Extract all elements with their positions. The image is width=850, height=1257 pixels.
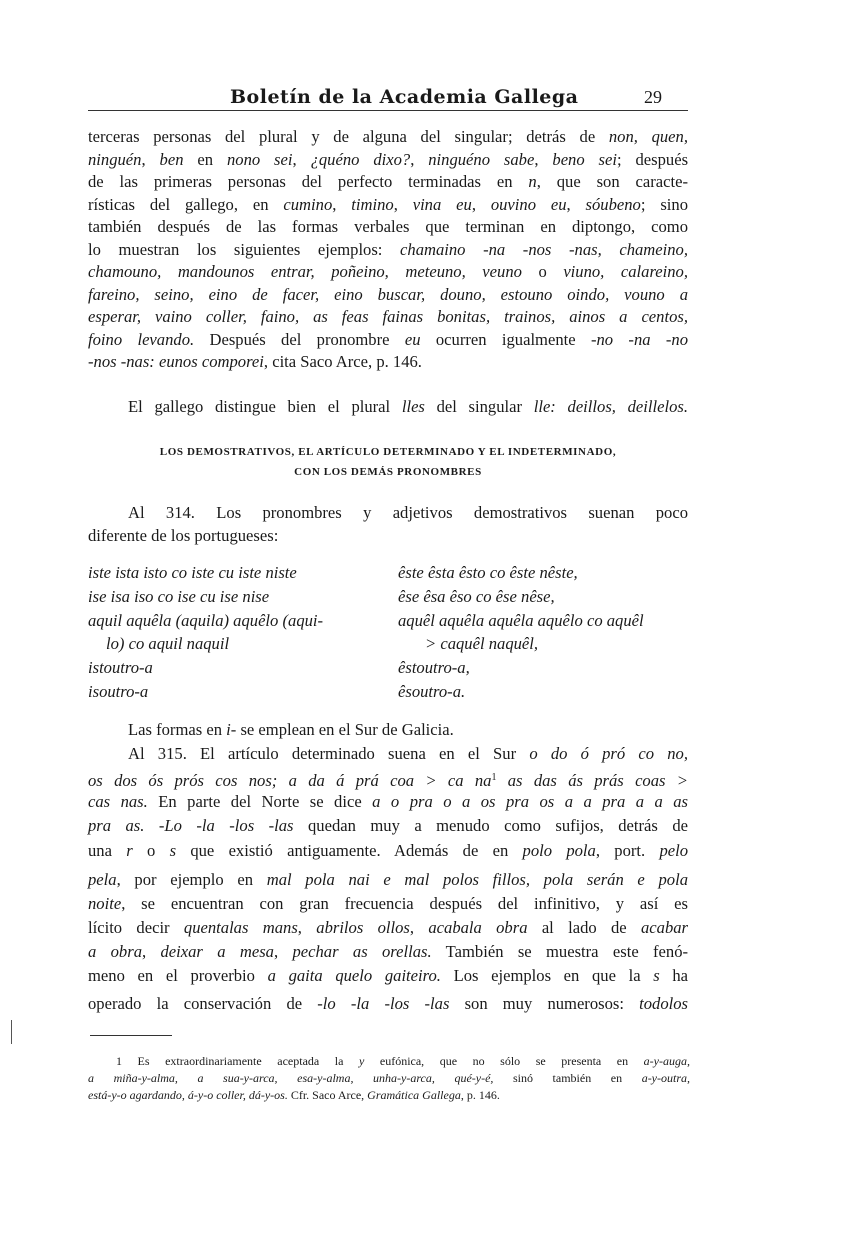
galician-form: iste ista isto co iste cu iste niste: [88, 563, 297, 582]
text-segment: rísticas del gallego, en: [88, 194, 284, 214]
text-line: [88, 942, 688, 962]
text-segment: ,: [471, 194, 491, 214]
text-segment: ,: [409, 918, 429, 937]
header-rule: [88, 110, 688, 111]
portuguese-form: aquêl aquêla aquêla aquêlo co aquêl: [398, 611, 644, 630]
text-segment: todolos: [639, 994, 688, 1013]
footnote-line: [116, 1054, 690, 1069]
text-line: [88, 526, 688, 546]
text-segment: ,: [142, 942, 161, 961]
text-line: [88, 816, 688, 836]
text-line: [88, 195, 688, 215]
text-line: [88, 217, 688, 237]
text-segment: Después del pronombre: [194, 329, 405, 349]
text-segment: una: [88, 841, 127, 860]
text-segment: lícito decir: [88, 918, 184, 937]
text-segment: está-y-o agardando, á-y-o coller, dá-y-os.: [88, 1088, 288, 1102]
text-segment: chamaino -na -nos -nas, chameino,: [400, 239, 688, 259]
text-segment: a-y-auga,: [643, 1054, 690, 1068]
portuguese-form: êstoutro-a,: [398, 658, 470, 677]
galician-form: lo) co aquil naquil: [106, 634, 230, 653]
text-segment: ; después: [616, 149, 689, 169]
text-segment: foino levando.: [88, 329, 195, 349]
text-line: [88, 894, 688, 914]
text-segment: cumino: [283, 194, 333, 214]
page-number: 29: [644, 87, 662, 107]
text-line: [128, 503, 688, 523]
text-segment: ,: [566, 194, 586, 214]
text-segment: que existió antiguamente. Además de en: [176, 841, 523, 860]
text-segment: ,: [410, 149, 429, 169]
text-segment: 1 Es extraordinariamente aceptada la: [116, 1054, 359, 1068]
text-segment: -no -na -no: [590, 329, 689, 349]
section-heading-line: LOS DEMOSTRATIVOS, EL ARTÍCULO DETERMINADO Y EL INDETERMINADO,: [159, 446, 617, 458]
text-line: [88, 285, 688, 305]
text-segment: ben: [159, 149, 184, 169]
text-segment: se emplean en el Sur de Galicia.: [236, 720, 454, 739]
text-segment: , se encuentran con gran frecuencia después del infinitivo, y así es: [121, 894, 688, 913]
galician-form: aquil aquêla (aquila) aquêlo (aqui-: [88, 611, 324, 630]
text-segment: quedan muy a menudo como sufijos, detrás de: [293, 816, 689, 835]
text-segment: ha: [659, 966, 689, 985]
text-segment: también después de las formas verbales que terminan en diptongo, como: [88, 217, 688, 236]
text-line: [88, 841, 688, 861]
text-segment: o: [521, 262, 564, 281]
text-segment: meno en el proverbio: [88, 966, 268, 985]
text-segment: El gallego distingue bien el plural: [128, 397, 402, 416]
section-heading-line: CON LOS DEMÁS PRONOMBRES: [294, 466, 482, 478]
text-segment: -lo -la -los -las: [317, 994, 450, 1013]
text-segment: ,: [141, 149, 160, 169]
text-segment: terceras personas del plural y de alguna del singular; detrás de: [88, 127, 609, 146]
text-segment: mal pola nai e mal polos fillos, pola serán e pola: [266, 870, 688, 889]
text-line: [128, 744, 688, 764]
text-segment: chamouno, mandounos entrar, poñeino, meteuno, veuno: [88, 262, 522, 281]
text-segment: En parte del Norte se dice: [147, 792, 373, 811]
galician-form: isoutro-a: [88, 682, 149, 701]
scan-margin-mark: [11, 1020, 12, 1044]
text-line: [88, 240, 688, 260]
portuguese-form: êsoutro-a.: [398, 682, 466, 701]
text-segment: quentalas mans: [183, 918, 298, 937]
text-segment: a o pra o a os pra os a a pra a a as: [372, 792, 689, 811]
galician-form: ise isa iso co ise cu ise nise: [88, 587, 270, 606]
portuguese-form: êse êsa êso co êse nêse,: [398, 587, 555, 606]
text-segment: as das ás prás coas >: [496, 771, 688, 790]
text-line: [88, 870, 688, 890]
text-segment: eufónica, que no sólo se presenta en: [364, 1054, 644, 1068]
text-segment: , por ejemplo en: [116, 870, 267, 889]
portuguese-form: > caquêl naquêl,: [425, 634, 539, 653]
text-line: [88, 966, 688, 986]
text-segment: a gaita quelo gaiteiro.: [267, 966, 441, 985]
text-segment: son muy numerosos:: [449, 994, 640, 1013]
text-segment: lo muestran los siguientes ejemplos:: [88, 239, 401, 259]
text-segment: os dos ós prós cos nos; a da á prá coa > ca na: [88, 771, 492, 790]
text-line: [128, 720, 688, 740]
text-segment: sinó también en: [493, 1071, 642, 1085]
text-segment: ouvino eu: [490, 194, 567, 214]
text-line: [88, 792, 688, 812]
text-line: [88, 330, 688, 350]
text-segment: Cfr. Saco Arce,: [287, 1088, 368, 1102]
text-segment: del singular: [424, 397, 534, 416]
text-segment: s: [169, 841, 177, 860]
text-segment: de las primeras personas del perfecto terminadas en: [88, 172, 529, 191]
text-line: [88, 307, 688, 327]
text-segment: en: [183, 149, 227, 169]
text-segment: Al 314. Los pronombres y adjetivos demostrativos suenan poco: [128, 503, 688, 522]
text-segment: ,: [297, 918, 317, 937]
text-segment: acabala obra: [428, 918, 528, 937]
text-segment: -nos -nas: eunos comporei: [88, 352, 264, 371]
text-segment: ,: [292, 149, 311, 169]
text-segment: lles: [401, 397, 425, 416]
text-segment: esperar, vaino coller, faino, as feas fainas bonitas, trainos, ainos a centos,: [88, 307, 688, 326]
text-segment: abrilos ollos: [316, 918, 410, 937]
text-line: [88, 352, 688, 372]
text-segment: Las formas en: [128, 720, 227, 739]
text-segment: ocurren igualmente: [420, 329, 591, 349]
text-segment: , que son caracte-: [536, 172, 689, 191]
text-segment: a miña-y-alma, a sua-y-arca, esa-y-alma, unha-y-arca, qué-y-é,: [88, 1071, 494, 1085]
text-segment: Los ejemplos en que la: [440, 966, 654, 985]
text-segment: a obra: [88, 942, 142, 961]
text-segment: ninguén: [88, 149, 142, 169]
text-line: [88, 127, 688, 147]
text-segment: y: [359, 1054, 365, 1068]
journal-title: Boletín de la Academia Gallega: [230, 86, 579, 108]
text-segment: deixar a mesa: [160, 942, 274, 961]
text-segment: Al 315. El artículo determinado suena en el Sur: [128, 744, 530, 763]
footnote-line: [88, 1071, 690, 1086]
text-line: [88, 150, 688, 170]
text-segment: viuno, calareino,: [563, 262, 689, 281]
text-segment: pra as. -Lo -la -los -las: [88, 816, 294, 835]
text-line: [88, 994, 688, 1014]
text-segment: ninguéno sabe: [428, 149, 535, 169]
footnote-line: [88, 1088, 690, 1103]
portuguese-form: êste êsta êsto co êste nêste,: [398, 563, 578, 582]
text-segment: i-: [226, 720, 237, 739]
galician-form: istoutro-a: [88, 658, 153, 677]
text-segment: r: [126, 841, 133, 860]
text-segment: s: [653, 966, 660, 985]
text-segment: lle: deillos, deillelos.: [533, 397, 688, 416]
text-segment: pechar as orellas.: [292, 942, 432, 961]
text-segment: ¿quéno dixo?: [310, 149, 411, 169]
footnote-reference: 1: [491, 772, 497, 783]
text-line: [88, 918, 688, 938]
text-segment: , p. 146.: [460, 1088, 500, 1102]
text-segment: n: [528, 172, 537, 191]
text-segment: noite: [88, 894, 122, 913]
text-segment: acabar: [640, 918, 688, 937]
text-segment: ,: [332, 194, 352, 214]
text-segment: eu: [404, 329, 421, 349]
text-segment: pela: [88, 870, 117, 889]
text-segment: operado la conservación de: [88, 994, 318, 1013]
text-line: [88, 262, 688, 282]
text-segment: ; sino: [640, 194, 688, 214]
text-segment: timino: [351, 194, 394, 214]
text-segment: pelo: [659, 841, 689, 860]
text-segment: al lado de: [527, 918, 641, 937]
text-segment: ,: [534, 149, 553, 169]
text-segment: a-y-outra,: [641, 1071, 691, 1085]
text-segment: ,: [273, 942, 293, 961]
text-segment: non, quen,: [608, 127, 688, 146]
text-segment: vina eu: [412, 194, 472, 214]
text-segment: cas nas.: [88, 792, 148, 811]
text-segment: También se muestra este fenó-: [431, 942, 689, 961]
footnote-rule: [90, 1035, 172, 1036]
text-segment: sóubeno: [585, 194, 641, 214]
text-segment: Gramática Gallega: [367, 1088, 461, 1102]
text-segment: fareino, seino, eino de facer, eino buscar, douno, estouno oindo, vouno a: [88, 284, 688, 304]
text-segment: diferente de los portugueses:: [88, 526, 279, 545]
text-segment: , cita Saco Arce, p. 146.: [263, 352, 422, 371]
text-segment: beno sei: [552, 149, 617, 169]
text-segment: o: [132, 841, 170, 860]
text-line: [88, 172, 688, 192]
text-segment: o do ó pró co no,: [529, 744, 688, 763]
text-segment: polo pola: [522, 841, 596, 860]
text-segment: ,: [393, 194, 413, 214]
text-segment: nono sei: [226, 149, 293, 169]
text-segment: , port.: [595, 841, 660, 860]
text-line: [88, 768, 688, 791]
text-line: [128, 397, 688, 417]
